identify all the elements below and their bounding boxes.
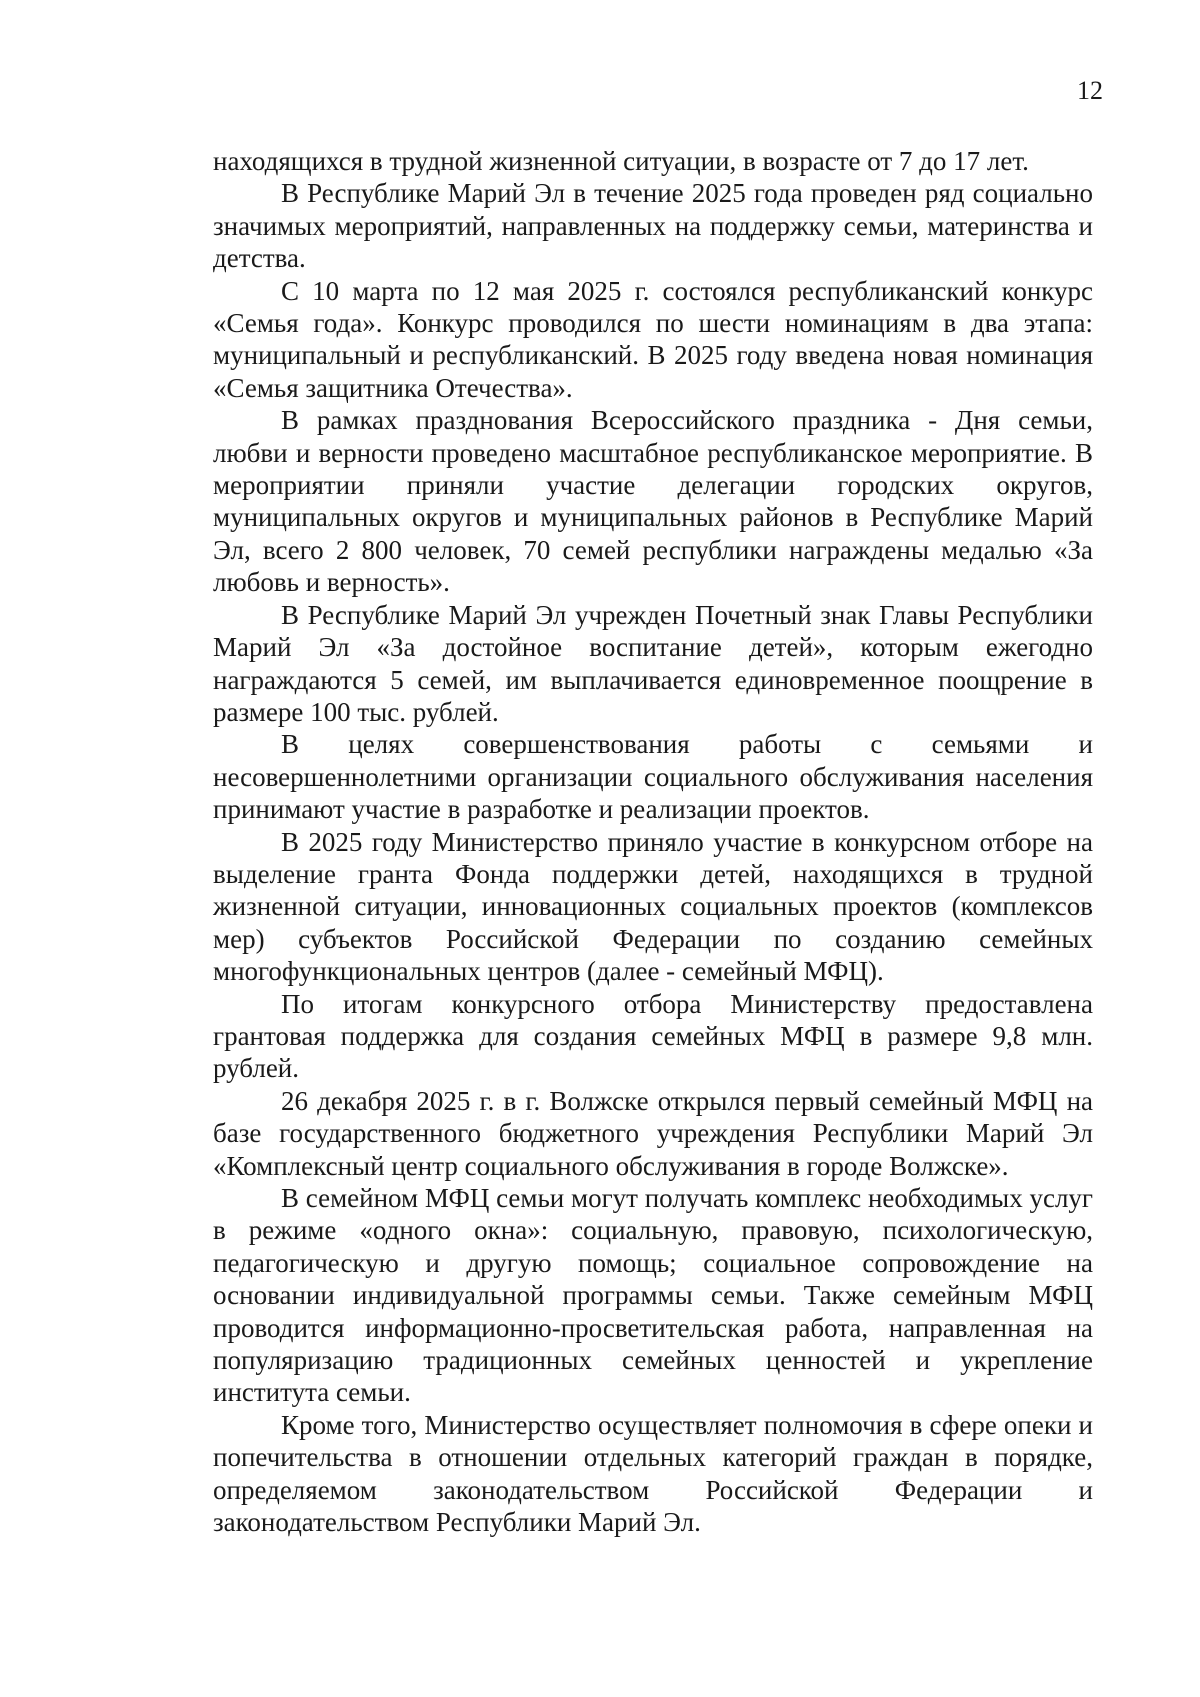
paragraph-mfc-services: В семейном МФЦ семьи могут получать комплекс необходимых услуг в режиме «одного окна»: социальную, правовую, психологическую, педагогическую и другую помощь; социальное сопровождение на основании индивидуальной программы семьи. Также семейным МФЦ проводится информационно-просветительская работа, направленная на популяризацию традиционных семейных ценностей и укрепление института семьи. xyxy=(213,1183,1093,1408)
document-body xyxy=(213,145,1093,1538)
paragraph-family-of-year-contest: С 10 марта по 12 мая 2025 г. состоялся республиканский конкурс «Семья года». Конкурс проводился по шести номинациям в два этапа: муниципальный и республиканский. В 2025 году введена новая номинация «Семья защитника Отечества». xyxy=(213,275,1093,403)
paragraph-guardianship: Кроме того, Министерство осуществляет полномочия в сфере опеки и попечительства в отношении отдельных категорий граждан в порядке, определяемом законодательством Российской Федерации и законодательством Республики Марий Эл. xyxy=(213,1409,1093,1538)
page-number: 12 xyxy=(1077,76,1103,105)
paragraph-continuation: находящихся в трудной жизненной ситуации, в возрасте от 7 до 17 лет. xyxy=(213,146,1029,176)
paragraph-social-events: В Республике Марий Эл в течение 2025 года проведен ряд социально значимых мероприятий, направленных на поддержку семьи, материнства и детства. xyxy=(213,178,1093,274)
paragraph-grant-result: По итогам конкурсного отбора Министерству предоставлена грантовая поддержка для создания семейных МФЦ в размере 9,8 млн. рублей. xyxy=(213,988,1093,1084)
paragraph-projects: В целях совершенствования работы с семьями и несовершеннолетними организации социального обслуживания населения принимают участие в разработке и реализации проектов. xyxy=(213,729,1093,825)
paragraph-honorary-badge: В Республике Марий Эл учрежден Почетный знак Главы Республики Марий Эл «За достойное воспитание детей», которым ежегодно награждаются 5 семей, им выплачивается единовременное поощрение в размере 100 тыс. рублей. xyxy=(213,599,1093,727)
paragraph-mfc-opening: 26 декабря 2025 г. в г. Волжске открылся первый семейный МФЦ на базе государственного бюджетного учреждения Республики Марий Эл «Комплексный центр социального обслуживания в городе Волжске». xyxy=(213,1085,1093,1181)
paragraph-family-day-celebration: В рамках празднования Всероссийского праздника - Дня семьи, любви и верности проведено масштабное республиканское мероприятие. В мероприятии приняли участие делегации городских округов, муниципальных округов и муниципальных районов в Республике Марий Эл, всего 2 800 человек, 70 семей республики награждены медалью «За любовь и верность». xyxy=(213,405,1093,598)
paragraph-grant-competition: В 2025 году Министерство приняло участие в конкурсном отборе на выделение гранта Фонда поддержки детей, находящихся в трудной жизненной ситуации, инновационных социальных проектов (комплексов мер) субъектов Российской Федерации по созданию семейных многофункциональных центров (далее - семейный МФЦ). xyxy=(213,826,1093,987)
